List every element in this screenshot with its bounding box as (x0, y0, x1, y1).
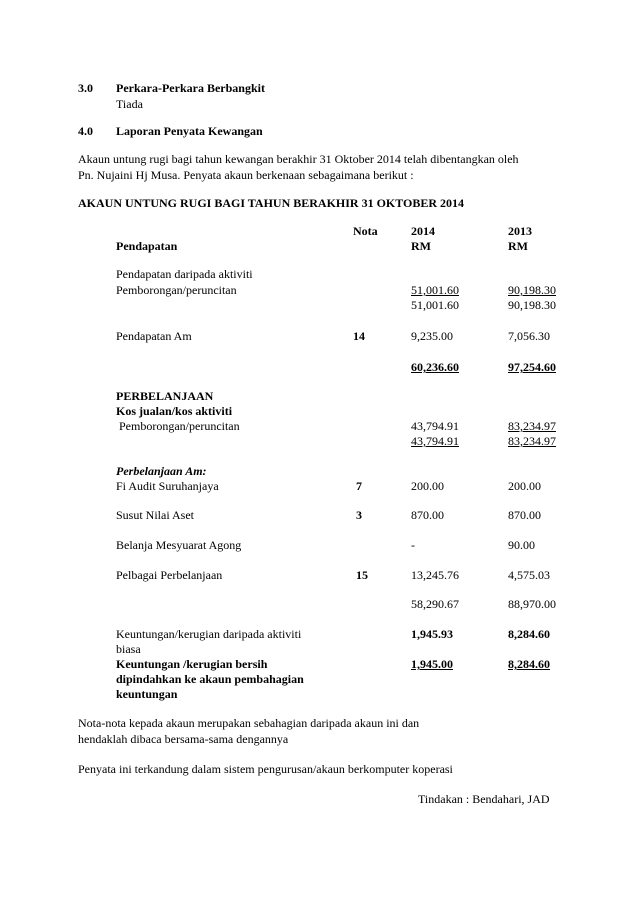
col-header-2013: 2013 (508, 224, 532, 238)
expenses-total-2013: 88,970.00 (508, 597, 556, 611)
income-activity-2013: 90,198.30 (508, 283, 556, 297)
income-total-2013: 97,254.60 (508, 360, 556, 374)
cost-of-sales-label: Pemborongan/peruncitan (119, 419, 240, 433)
expense-item-2013: 200.00 (508, 479, 541, 493)
net-transfer-label-3: keuntungan (116, 687, 178, 701)
col-header-nota: Nota (353, 224, 378, 238)
section-3-title: Perkara-Perkara Berbangkit (116, 81, 265, 95)
income-heading: Pendapatan (116, 239, 178, 253)
income-activity-sub-2013: 90,198.30 (508, 298, 556, 312)
intro-line-1: Akaun untung rugi bagi tahun kewangan berakhir 31 Oktober 2014 telah dibentangkan oleh (78, 152, 519, 166)
cost-of-sales-2014: 43,794.91 (411, 419, 459, 433)
expense-item-2014: 200.00 (411, 479, 444, 493)
profit-ordinary-label-1: Keuntungan/kerugian daripada aktiviti (116, 627, 302, 641)
income-general-2013: 7,056.30 (508, 329, 550, 343)
expense-item-2014: - (411, 538, 415, 552)
section-3-body: Tiada (116, 97, 143, 111)
expense-item-note: 15 (356, 568, 368, 582)
currency-2013: RM (508, 239, 528, 253)
section-3-number: 3.0 (78, 81, 93, 95)
cost-of-sales-sub-2014: 43,794.91 (411, 434, 459, 448)
currency-2014: RM (411, 239, 431, 253)
expenses-heading: PERBELANJAAN (116, 389, 214, 403)
net-transfer-label-1: Keuntungan /kerugian bersih (116, 657, 268, 671)
profit-ordinary-2014: 1,945.93 (411, 627, 453, 641)
expense-item-2013: 90.00 (508, 538, 535, 552)
section-4-number: 4.0 (78, 124, 93, 138)
system-statement: Penyata ini terkandung dalam sistem pengurusan/akaun berkomputer koperasi (78, 762, 453, 776)
expense-item-note: 3 (356, 508, 362, 522)
expense-item-2013: 4,575.03 (508, 568, 550, 582)
net-transfer-2014: 1,945.00 (411, 657, 453, 671)
income-activity-sub-2014: 51,001.60 (411, 298, 459, 312)
income-general-2014: 9,235.00 (411, 329, 453, 343)
expense-item-2014: 870.00 (411, 508, 444, 522)
notes-line-1: Nota-nota kepada akaun merupakan sebahagian daripada akaun ini dan (78, 716, 420, 730)
expense-item-note: 7 (356, 479, 362, 493)
net-transfer-label-2: dipindahkan ke akaun pembahagian (116, 672, 304, 686)
cost-of-sales-heading: Kos jualan/kos aktiviti (116, 404, 233, 418)
expense-item-2014: 13,245.76 (411, 568, 459, 582)
expenses-total-2014: 58,290.67 (411, 597, 459, 611)
profit-ordinary-2013: 8,284.60 (508, 627, 550, 641)
income-total-2014: 60,236.60 (411, 360, 459, 374)
col-header-2014: 2014 (411, 224, 435, 238)
general-expenses-heading: Perbelanjaan Am: (116, 464, 207, 478)
income-activity-label-1: Pendapatan daripada aktiviti (116, 267, 253, 281)
expense-item-label: Pelbagai Perbelanjaan (116, 568, 223, 582)
notes-line-2: hendaklah dibaca bersama-sama dengannya (78, 732, 289, 746)
income-activity-label-2: Pemborongan/peruncitan (116, 283, 237, 297)
profit-ordinary-label-2: biasa (116, 642, 141, 656)
income-general-label: Pendapatan Am (116, 329, 192, 343)
intro-line-2: Pn. Nujaini Hj Musa. Penyata akaun berkenaan sebagaimana berikut : (78, 168, 414, 182)
expense-item-label: Susut Nilai Aset (116, 508, 195, 522)
section-4-title: Laporan Penyata Kewangan (116, 124, 263, 138)
income-activity-2014: 51,001.60 (411, 283, 459, 297)
cost-of-sales-2013: 83,234.97 (508, 419, 556, 433)
expense-item-2013: 870.00 (508, 508, 541, 522)
expense-item-label: Fi Audit Suruhanjaya (116, 479, 219, 493)
income-general-note: 14 (353, 329, 365, 343)
statement-title: AKAUN UNTUNG RUGI BAGI TAHUN BERAKHIR 31 OKTOBER 2014 (78, 196, 465, 210)
signoff: Tindakan : Bendahari, JAD (418, 792, 550, 806)
expense-item-label: Belanja Mesyuarat Agong (116, 538, 242, 552)
net-transfer-2013: 8,284.60 (508, 657, 550, 671)
cost-of-sales-sub-2013: 83,234.97 (508, 434, 556, 448)
